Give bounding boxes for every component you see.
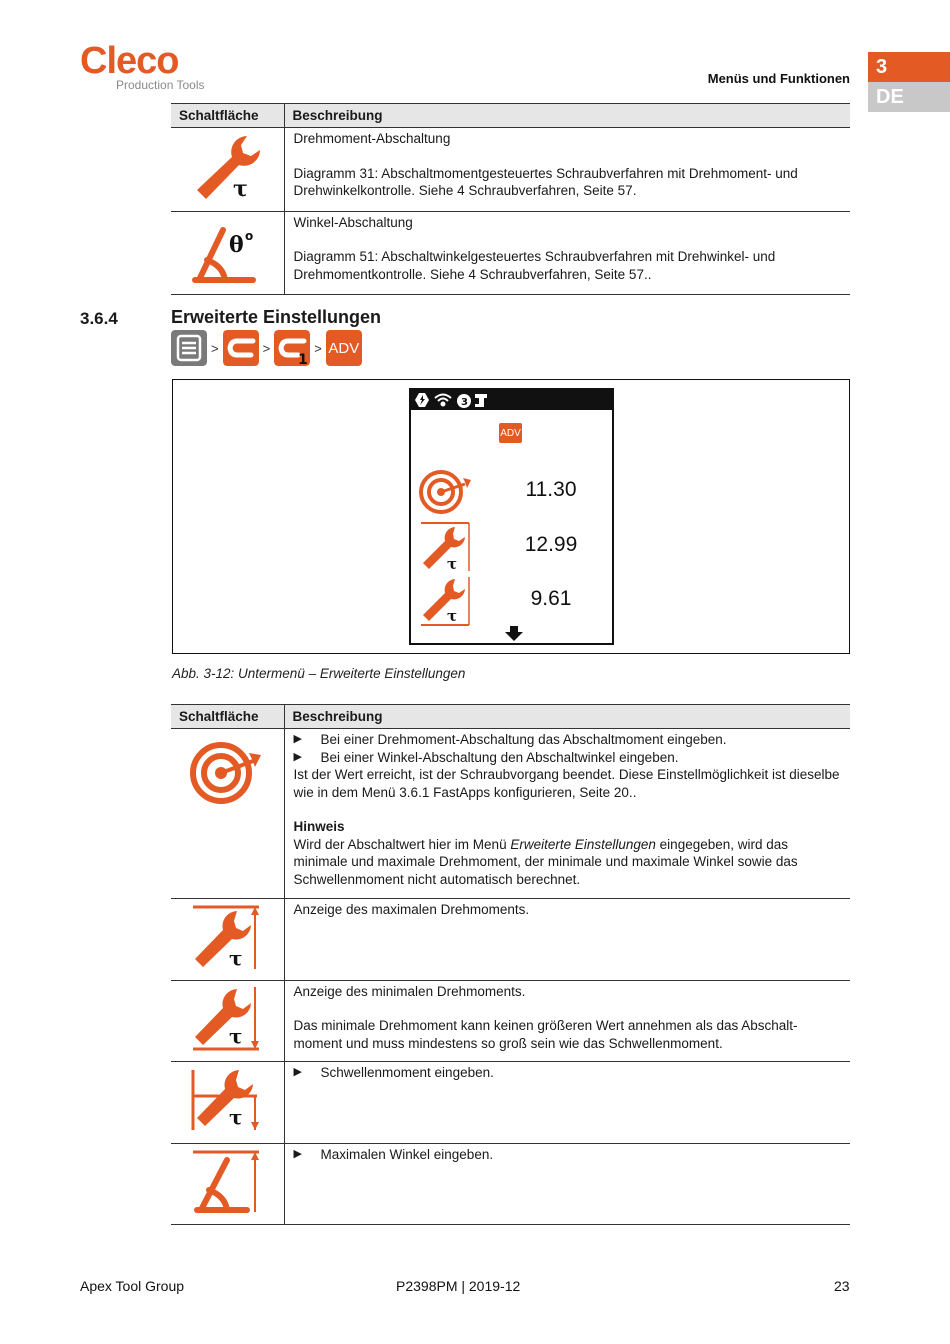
icon-cell (171, 1143, 284, 1225)
section-number: 3.6.4 (80, 309, 118, 328)
table-row (171, 980, 850, 1062)
icon-cell (171, 128, 284, 212)
col-header-description: Beschreibung (284, 104, 850, 128)
icon-cell (171, 211, 284, 295)
icon-cell (171, 729, 284, 899)
arrow-down-icon (504, 626, 524, 642)
svg-text:τ: τ (233, 176, 249, 202)
bullet-item (294, 731, 843, 749)
col-header-description: Beschreibung (284, 705, 850, 729)
max-torque-icon (419, 521, 475, 573)
row-text: Anzeige des maximalen Drehmoments. (293, 902, 530, 917)
footer-page-number: 23 (834, 1278, 850, 1294)
note-text-pre: Wird der Abschaltwert hier im Menü (293, 836, 511, 852)
table-row (171, 729, 850, 899)
svg-text:τ: τ (229, 946, 243, 970)
min-torque-value: 9.61 (530, 587, 572, 610)
row-text: Das minimale Drehmoment kann keinen größeren Wert annehmen als das Abschalt-moment und muss mindestens so groß sein wie das Schwellenmoment. (293, 1018, 798, 1051)
table-row (171, 211, 850, 295)
bullet-text: Schwellenmoment eingeben. (320, 1065, 494, 1080)
figure-caption: Abb. 3-12: Untermenü – Erweiterte Einstellungen (172, 666, 466, 681)
target-value: 11.30 (525, 478, 577, 501)
path-separator: > (262, 340, 271, 356)
figure-frame (172, 379, 850, 654)
table-header-row (171, 104, 850, 128)
icon-cell (171, 899, 284, 981)
row-text: Ist der Wert erreicht, ist der Schraubvorgang beendet. Diese Einstellmöglichkeit ist dieselbe wie in dem Menü 3.6.1 FastApps konfigurieren, Seite 20.. (293, 767, 840, 800)
bullet-item (294, 749, 843, 767)
bullet-text: Maximalen Winkel eingeben. (320, 1146, 494, 1162)
note-text-post: eingegeben, wird das minimale und maximale Drehmoment, der minimale und maximale Winkel sowie das Schwellenmoment nicht automatisch berechnet. (293, 836, 798, 887)
table-row (171, 899, 850, 981)
device-screen (409, 388, 614, 645)
note-text (294, 836, 843, 889)
cleco-logo (80, 42, 230, 92)
menu-icon (171, 330, 207, 366)
icon-cell (171, 1062, 284, 1144)
chapter-language: DE (868, 82, 950, 112)
description-cell (284, 980, 850, 1062)
footer-document: P2398PM | 2019-12 (396, 1278, 521, 1294)
torque-shutoff-icon (189, 132, 265, 202)
path-separator: > (314, 340, 322, 356)
svg-text:τ: τ (447, 555, 458, 573)
section-title: Erweiterte Einstellungen (171, 307, 382, 327)
svg-text:τ: τ (447, 607, 458, 625)
table-row (171, 1062, 850, 1144)
description-cell (284, 128, 850, 212)
min-torque-icon (189, 985, 265, 1053)
config-c-icon (223, 330, 259, 366)
chapter-number: 3 (868, 52, 950, 82)
description-cell (284, 1143, 850, 1225)
table-row (171, 1143, 850, 1225)
target-icon (189, 737, 265, 805)
table-header-row (171, 705, 850, 729)
sub-number: 1 (298, 352, 308, 366)
description-cell (284, 211, 850, 295)
col-header-button: Schaltfläche (171, 705, 284, 729)
col-header-button: Schaltfläche (171, 104, 284, 128)
row-title: Drehmoment-Abschaltung (293, 131, 451, 146)
description-cell (284, 1062, 850, 1144)
row-title: Winkel-Abschaltung (293, 214, 413, 230)
row-text: Diagramm 31: Abschaltmomentgesteuertes Schraubverfahren mit Drehmoment- und Drehwinkelkontrolle. Siehe 4 Schraubverfahren, Seite 57. (293, 165, 798, 198)
footer-company: Apex Tool Group (80, 1278, 185, 1294)
advanced-settings-table (171, 704, 850, 1225)
description-cell (284, 899, 850, 981)
bullet-arrow-icon: ▶ (293, 733, 302, 745)
logo-wordmark: Cleco (80, 40, 179, 82)
bullet-arrow-icon: ▶ (293, 1147, 302, 1160)
note-title: Hinweis (293, 819, 345, 834)
icon-cell (171, 980, 284, 1062)
max-torque-icon (189, 903, 265, 971)
bullet-arrow-icon: ▶ (293, 750, 302, 763)
shutoff-table (171, 103, 850, 295)
bullet-text: Bei einer Drehmoment-Abschaltung das Abschaltmoment eingeben. (320, 732, 727, 747)
bullet-arrow-icon: ▶ (293, 1066, 302, 1078)
target-icon (419, 466, 475, 518)
path-separator: > (211, 340, 219, 356)
description-cell (284, 729, 850, 899)
bullet-item (294, 1064, 843, 1082)
svg-text:τ: τ (229, 1105, 243, 1129)
header-section-title: Menüs und Funktionen (707, 71, 850, 86)
row-text: Anzeige des minimalen Drehmoments. (293, 983, 526, 999)
logo-subtitle: Production Tools (116, 78, 205, 92)
table-row (171, 128, 850, 212)
status-bar (411, 390, 612, 410)
adv-button-icon: ADV (326, 330, 362, 366)
chapter-tab (868, 52, 950, 112)
bullet-text: Bei einer Winkel-Abschaltung den Abschaltwinkel eingeben. (320, 749, 679, 765)
max-torque-value: 12.99 (524, 533, 578, 556)
lock-icon (457, 394, 471, 408)
angle-shutoff-icon (189, 216, 265, 286)
svg-text:τ: τ (229, 1023, 243, 1048)
note-text-emphasis: Erweiterte Einstellungen (510, 836, 656, 852)
config-c1-icon (274, 330, 310, 366)
svg-text:3: 3 (461, 397, 468, 408)
screen-row-min-torque (419, 575, 604, 625)
screen-row-max-torque (419, 521, 604, 571)
threshold-torque-icon (189, 1066, 265, 1134)
row-text: Diagramm 51: Abschaltwinkelgesteuertes Schraubverfahren mit Drehwinkel- und Drehmomentkontrolle. Siehe 4 Schraubverfahren, Seite 57.. (293, 249, 776, 282)
svg-text:θ: θ (229, 231, 244, 258)
screen-adv-label: ADV (499, 423, 522, 443)
min-torque-icon (419, 575, 475, 627)
menu-path (171, 330, 362, 366)
svg-text:o: o (245, 228, 254, 243)
bullet-item (294, 1146, 843, 1164)
max-angle-icon (189, 1148, 265, 1216)
screen-row-target (419, 466, 604, 516)
